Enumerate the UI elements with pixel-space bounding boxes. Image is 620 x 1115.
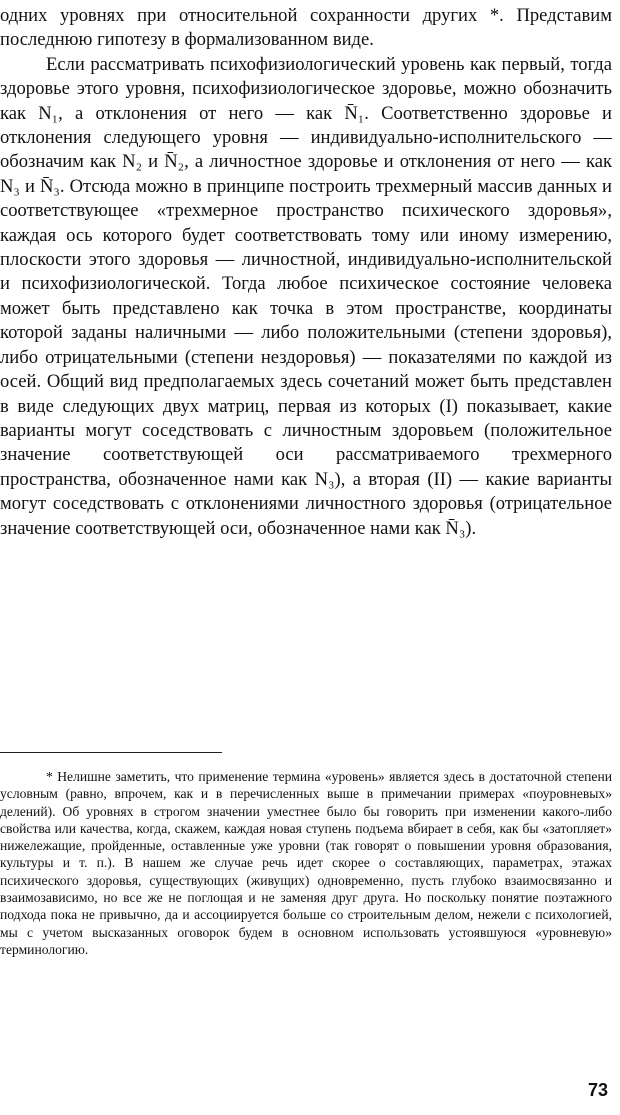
main-text <box>0 4 612 541</box>
footnote: * Нелишне заметить, что применение термина «уровень» является здесь в достаточной степени условным (равно, впрочем, как и в перечисленных выше в примечании примерах «поуровневых» делений). Об уровнях в строгом значении уместнее было бы говорить при изменении какого-либо свойства или качества, когда, скажем, каждая новая ступень подъема вбирает в себя, как бы «затопляет» нижележащие, пройденные, оставленные уже уровни (так говорят о повышении уровня образования, культуры и т. п.). В нашем же случае речь идет скорее о составляющих, параметрах, этажах психического здоровья, существующих (живущих) одновременно, пусть глубоко взаимосвязанно и взаимозависимо, но все же не поглощая и не заменяя друг друга. Но поскольку понятие поэтажного подхода пока не привычно, да и ассоциируется больше со строительным делом, нежели с психологией, мы с учетом высказанных оговорок будем в основном использовать устоявшуюся «уровневую» терминологию. <box>0 769 612 957</box>
footnote-separator <box>0 752 222 753</box>
paragraph-main: Если рассматривать психофизиологический уровень как первый, тогда здоровье этого уровня, психофизиологическое здоровье, можно обозначить как N₁, а отклонения от него — как N̄₁. Соответственно здоровье и отклонения следующего уровня — индивидуально-исполнительского — обозначим как N₂ и N̄₂, а личностное здоровье и отклонения от него — как N₃ и N̄₃. Отсюда можно в принципе построить трехмерный массив данных и соответствующее «трехмерное пространство психического здоровья», каждая ось которого будет соответствовать тому или иному измерению, плоскости этого здоровья — личностной, индивидуально-исполнительской и психофизиологической. Тогда любое психическое состояние человека может быть представлено как точка в этом пространстве, координаты которой заданы наличными — либо положительными (степени здоровья), либо отрицательными (степени нездоровья) — показателями по каждой из осей. Общий вид предполагаемых здесь сочетаний может быть представлен в виде следующих двух матриц, первая из которых (I) показывает, какие варианты могут соседствовать с личностным здоровьем (положительное значение соответствующей оси рассматриваемого трехмерного пространства, обозначенное нами как N₃), а вторая (II) — какие варианты могут соседствовать с отклонениями личностного здоровья (отрицательное значение соответствующей оси, обозначенное нами как N̄₃). <box>0 53 612 539</box>
paragraph-continuation: одних уровнях при относительной сохранности других *. Представим последнюю гипотезу в формализованном виде. <box>0 5 612 51</box>
page-number: 73 <box>587 1080 608 1100</box>
